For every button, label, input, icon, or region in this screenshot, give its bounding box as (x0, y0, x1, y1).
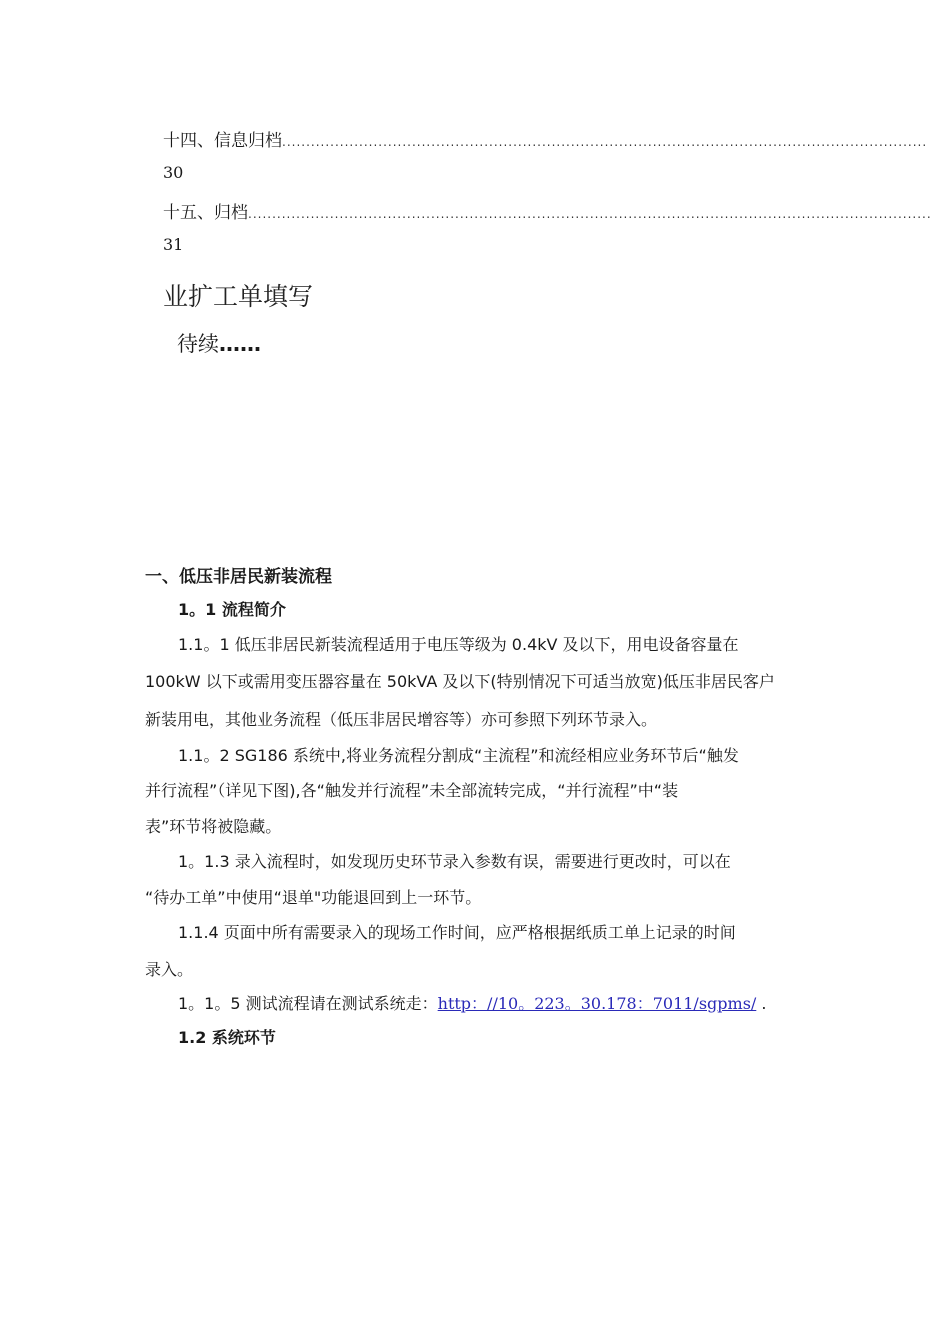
page-heading: 业扩工单填写 (163, 282, 314, 311)
paragraph-test-url (178, 991, 766, 1014)
toc-page-number: 30 (163, 163, 184, 182)
url-suffix: . (756, 994, 767, 1013)
paragraph-line: 1.1.4 页面中所有需要录入的现场工作时间，应严格根据纸质工单上记录的时间 (178, 923, 736, 942)
toc-page-number: 31 (163, 235, 184, 254)
paragraph-line: 表”环节将被隐藏。 (145, 817, 282, 836)
pending-note (177, 328, 261, 358)
paragraph-line: 1。1.3 录入流程时，如发现历史环节录入参数有误，需要进行更改时，可以在 (178, 852, 731, 871)
pending-ellipsis: …… (219, 332, 261, 356)
paragraph-line: 新装用电，其他业务流程（低压非居民增容等）亦可参照下列环节录入。 (145, 710, 658, 729)
paragraph-line: “待办工单”中使用“退单"功能退回到上一环节。 (145, 888, 482, 907)
paragraph-line: 100kW 以下或需用变压器容量在 50kVA 及以下(特别情况下可适当放宽)低压非居民客户 (145, 672, 775, 691)
subsection-title-system-steps: 1.2 系统环节 (178, 1028, 276, 1047)
paragraph-line: 录入。 (145, 960, 194, 979)
test-system-link[interactable]: http：//10。223。30.178：7011/sgpms/ (437, 994, 757, 1013)
toc-entry-15[interactable] (163, 198, 932, 223)
url-prefix: 1。1。5 测试流程请在测试系统走： (178, 994, 438, 1013)
toc-leader-dots: .............................................................................................................................................. (248, 207, 932, 221)
paragraph-line: 并行流程”（详见下图),各“触发并行流程”未全部流转完成，“并行流程”中“装 (145, 781, 679, 800)
toc-leader-dots: ...................................................................................................................................... (282, 135, 928, 149)
subsection-title-flow-intro: 1。1 流程简介 (178, 600, 286, 619)
paragraph-line: 1.1。2 SG186 系统中,将业务流程分割成“主流程”和流经相应业务环节后“触发 (178, 746, 739, 765)
paragraph-line: 1.1。1 低压非居民新装流程适用于电压等级为 0.4kV 及以下，用电设备容量在 (178, 635, 739, 654)
section-title: 一、低压非居民新装流程 (145, 567, 332, 587)
toc-entry-14[interactable] (163, 126, 928, 151)
toc-label: 十四、信息归档 (163, 131, 282, 151)
pending-text: 待续 (177, 332, 219, 356)
toc-label: 十五、归档 (163, 203, 248, 223)
